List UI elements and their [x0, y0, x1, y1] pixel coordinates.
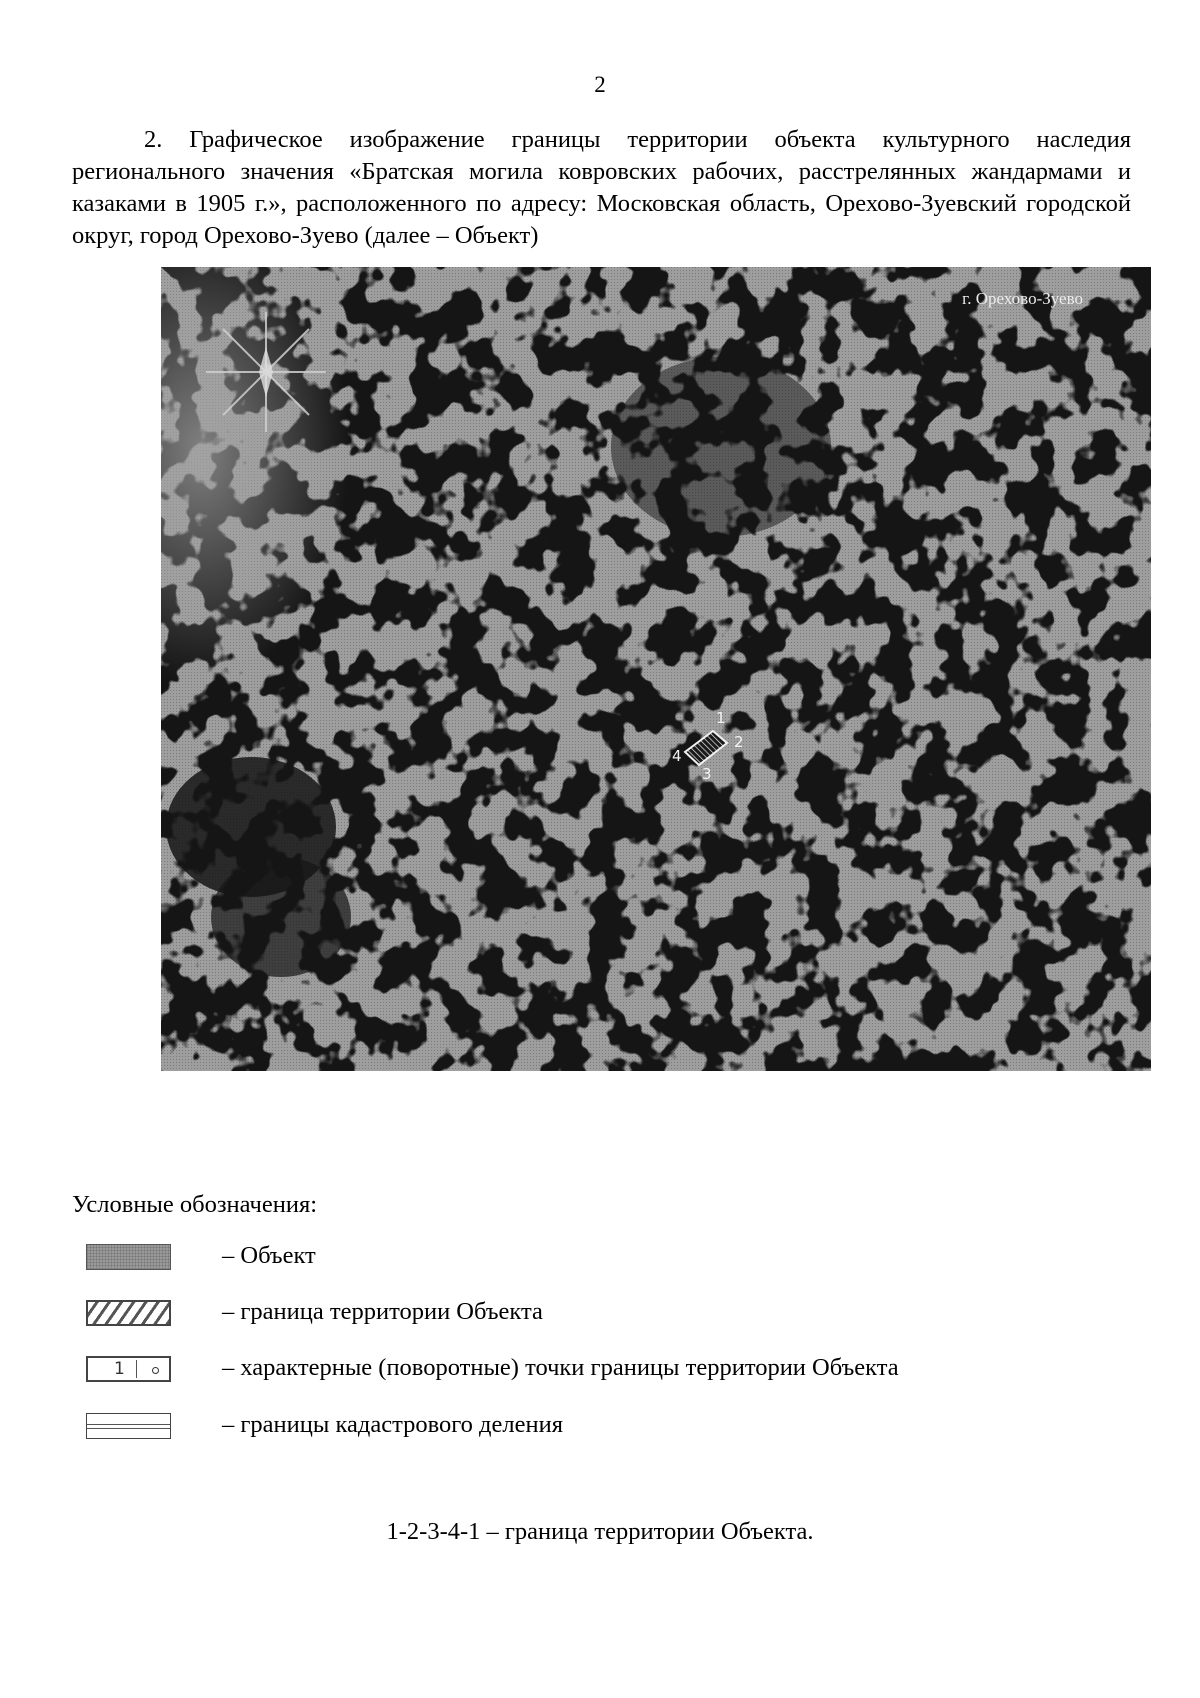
map-city-label: г. Орехово-Зуево — [962, 289, 1083, 308]
object-fill-swatch-icon — [86, 1244, 171, 1270]
map-image — [161, 267, 1151, 1071]
boundary-point-4-label: 4 — [672, 747, 682, 765]
boundary-point-2-label: 2 — [734, 733, 744, 751]
hatched-boundary-swatch-icon — [86, 1300, 171, 1326]
object-boundary-polygon — [681, 727, 731, 767]
section-heading: 2. Графическое изображение границы территории объекта культурного наследия регионального значения «Братская могила ковровских рабочих, расстрелянных жандармами и казаками в 1905 г.», расположенного по адресу: Московская область, Орехово-Зуевский городской округ, город Орехово-Зуево (далее – Объект) — [72, 126, 1131, 249]
boundary-sequence-note: 1-2-3-4-1 – граница территории Объекта. — [386, 1518, 814, 1545]
point-marker-swatch-icon — [86, 1356, 171, 1382]
compass-rose-icon — [201, 307, 331, 437]
legend-item-label: – Объект — [222, 1242, 316, 1269]
page-number: 2 — [594, 72, 606, 97]
boundary-point-3-label: 3 — [702, 765, 712, 783]
cadastral-line-swatch-icon — [86, 1413, 171, 1439]
legend-title: Условные обозначения: — [72, 1191, 318, 1218]
legend-item-label: – характерные (поворотные) точки границы территории Объекта — [222, 1354, 899, 1381]
boundary-point-1-label: 1 — [716, 709, 726, 727]
legend-item-label: – граница территории Объекта — [222, 1298, 543, 1325]
legend-item-label: – границы кадастрового деления — [222, 1411, 563, 1438]
point-marker-number: 1 — [114, 1359, 125, 1379]
